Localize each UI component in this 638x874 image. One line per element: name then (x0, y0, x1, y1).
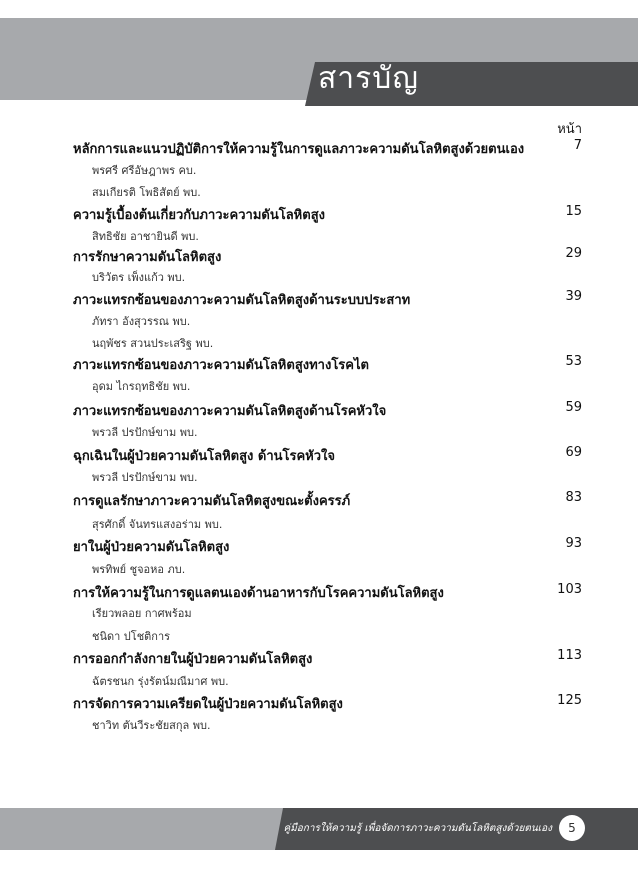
toc-entry-title: ภาวะแทรกซ้อนของภาวะความดันโลหิตสูงด้านระบบประสาท (73, 293, 411, 308)
toc-entry-author: ชาวิท ตันวีระชัยสกุล พบ. (92, 719, 211, 732)
toc-entry-author: พรทิพย์ ชูจอหอ ภบ. (92, 563, 186, 576)
toc-entry[interactable] (0, 354, 638, 374)
toc-entry-author: สิทธิชัย อาชายินดี พบ. (92, 230, 199, 243)
toc-entry-author: พรศรี ศรีอัษฎาพร คบ. (92, 164, 197, 177)
toc-entry-page: 39 (565, 289, 582, 304)
page-number-badge: 5 (559, 815, 585, 841)
page-column-header: หน้า (557, 122, 582, 137)
toc-entry-page: 83 (565, 490, 582, 505)
toc-entry-title: ภาวะแทรกซ้อนของภาวะความดันโลหิตสูงทางโรคไต (73, 358, 369, 373)
toc-entry-page: 69 (565, 445, 582, 460)
toc-entry-author: นฤพัชร สวนประเสริฐ พบ. (92, 337, 214, 350)
toc-entry-page: 125 (557, 693, 582, 708)
toc-entry-author: ฉัตรชนก รุ่งรัตน์มณีมาศ พบ. (92, 675, 229, 688)
toc-entry-author: เรียวพลอย กาศพร้อม (92, 607, 192, 620)
toc-entry[interactable] (0, 536, 638, 556)
toc-entry-author: พรวลี ปรปักษ์ขาม พบ. (92, 426, 198, 439)
toc-entry[interactable] (0, 246, 638, 266)
toc-entry-title: การออกกำลังกายในผู้ป่วยความดันโลหิตสูง (73, 652, 313, 667)
toc-entry-title: ยาในผู้ป่วยความดันโลหิตสูง (73, 540, 230, 555)
toc-entry[interactable] (0, 445, 638, 465)
toc-entry[interactable] (0, 138, 638, 158)
toc-entry-title: ฉุกเฉินในผู้ป่วยความดันโลหิตสูง ด้านโรคหัวใจ (73, 449, 336, 464)
toc-entry-page: 29 (565, 246, 582, 261)
toc-entry-title: การจัดการความเครียดในผู้ป่วยความดันโลหิตสูง (73, 697, 343, 712)
toc-entry-page: 93 (565, 536, 582, 551)
toc-entry[interactable] (0, 648, 638, 668)
toc-entry-title: หลักการและแนวปฏิบัติการให้ความรู้ในการดูแลภาวะความดันโลหิตสูงด้วยตนเอง (73, 142, 525, 157)
toc-entry-page: 15 (565, 204, 582, 219)
toc-entry-page: 113 (557, 648, 582, 663)
toc-entry-author: สมเกียรติ โพธิสัตย์ พบ. (92, 186, 201, 199)
toc-entry-page: 59 (565, 400, 582, 415)
toc-entry-author: ชนิดา ปโชติการ (92, 630, 171, 643)
toc-entry-title: ความรู้เบื้องต้นเกี่ยวกับภาวะความดันโลหิตสูง (73, 208, 325, 223)
toc-entry-author: อุดม ไกรฤทธิชัย พบ. (92, 380, 191, 393)
toc-entry-page: 53 (565, 354, 582, 369)
toc-entry-author: พรวลี ปรปักษ์ขาม พบ. (92, 471, 198, 484)
toc-entry[interactable] (0, 400, 638, 420)
toc-entry-author: บริวัตร เพ็งแก้ว พบ. (92, 271, 186, 284)
toc-entry-title: การดูแลรักษาภาวะความดันโลหิตสูงขณะตั้งครรภ์ (73, 494, 351, 509)
footer-book-title: คู่มือการให้ความรู้ เพื่อจัดการภาวะความดันโลหิตสูงด้วยตนเอง (283, 823, 552, 834)
toc-entry-author: สุรศักดิ์ จันทรแสงอร่าม พบ. (92, 518, 223, 531)
toc-entry[interactable] (0, 693, 638, 713)
toc-entry-title: การรักษาความดันโลหิตสูง (73, 250, 222, 265)
toc-entry-title: การให้ความรู้ในการดูแลตนเองด้านอาหารกับโรคความดันโลหิตสูง (73, 586, 444, 601)
toc-entry-page: 103 (557, 582, 582, 597)
toc-entry-author: ภัทรา อังสุวรรณ พบ. (92, 315, 191, 328)
toc-entry[interactable] (0, 582, 638, 602)
toc-entry-page: 7 (573, 138, 582, 153)
page-title: สารบัญ (318, 61, 419, 96)
toc-entry[interactable] (0, 490, 638, 510)
toc-entry[interactable] (0, 204, 638, 224)
toc-entry-title: ภาวะแทรกซ้อนของภาวะความดันโลหิตสูงด้านโรคหัวใจ (73, 404, 387, 419)
toc-entry[interactable] (0, 289, 638, 309)
